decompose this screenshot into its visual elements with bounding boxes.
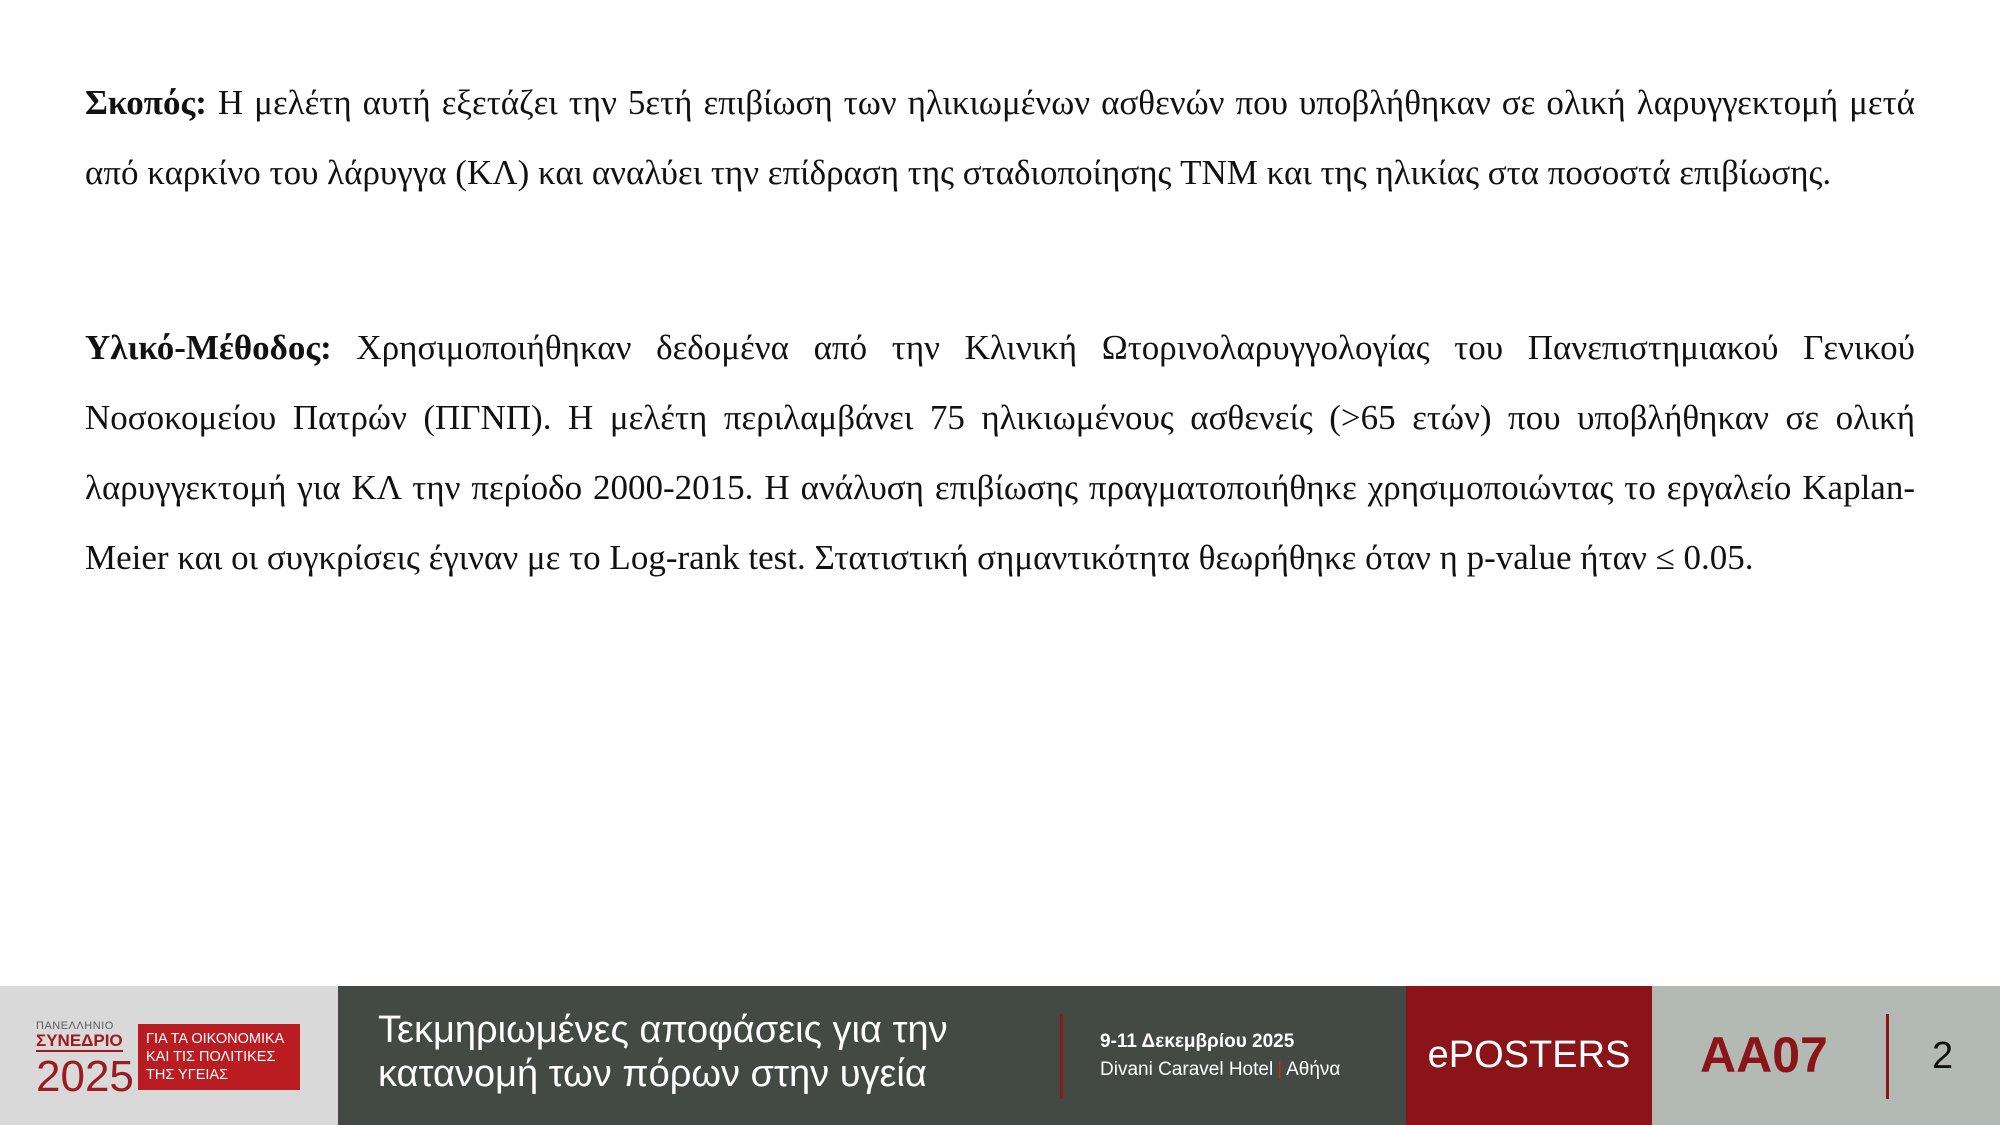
footer-banner [0, 986, 2000, 1125]
aim-text: Η μελέτη αυτή εξετάζει την 5ετή επιβίωση των ηλικιωμένων ασθενών που υποβλήθηκαν σε ολική λαρυγγεκτομή μετά από καρκίνο του λάρυγγα (ΚΛ) και αναλύει την επίδραση της σταδιοποίησης TNM και της ηλικίας στα ποσοστά επιβίωσης. [85, 83, 1915, 192]
logo-wordmark [36, 1020, 134, 1101]
poster-code: AA07 [1700, 1027, 1828, 1083]
logo-box-line3: ΤΗΣ ΥΓΕΙΑΣ [146, 1067, 229, 1083]
logo-line2: ΣΥΝΕΔΡΙΟ [36, 1031, 123, 1050]
eposters-label: ePOSTERS [1406, 986, 1652, 1125]
conference-title [378, 1008, 948, 1096]
conference-title-line2: κατανομή των πόρων στην υγεία [378, 1053, 927, 1095]
logo-line1: ΠΑΝΕΛΛΗΝΙΟ [36, 1020, 114, 1032]
methods-label: Υλικό-Μέθοδος: [85, 328, 332, 367]
event-venue [1100, 1059, 1340, 1081]
methods-text: Χρησιμοποιήθηκαν δεδομένα από την Κλινική Ωτορινολαρυγγολογίας του Πανεπιστημιακού Γενικού Νοσοκομείου Πατρών (ΠΓΝΠ). Η μελέτη περιλαμβάνει 75 ηλικιωμένους ασθενείς (>65 ετών) που υποβλήθηκαν σε ολική λαρυγγεκτομή για ΚΛ την περίοδο 2000-2015. Η ανάλυση επιβίωσης πραγματοποιήθηκε χρησιμοποιώντας το εργαλείο Kaplan-Meier και οι συγκρίσεις έγιναν με το Log-rank test. Στατιστική σημαντικότητα θεωρήθηκε όταν η p-value ήταν ≤ 0.05. [85, 328, 1915, 577]
logo-box-line1: ΓΙΑ ΤΑ ΟΙΚΟΝΟΜΙΚΑ [146, 1031, 285, 1047]
methods-paragraph [85, 313, 1915, 593]
event-date: 9-11 Δεκεμβρίου 2025 [1100, 1031, 1295, 1052]
code-divider [1886, 1014, 1889, 1099]
aim-label: Σκοπός: [85, 83, 207, 122]
logo-tagline-box [138, 1024, 300, 1090]
aim-paragraph [85, 68, 1915, 208]
venue-city: Αθήνα [1286, 1059, 1341, 1080]
conference-title-line1: Τεκμηριωμένες αποφάσεις για την [378, 1009, 948, 1051]
page-number: 2 [1932, 1035, 1954, 1077]
event-info-panel [1068, 986, 1406, 1125]
conference-title-panel [338, 986, 1068, 1125]
logo-year: 2025 [36, 1052, 134, 1101]
title-divider [1060, 1014, 1063, 1099]
abstract-content [85, 68, 1915, 593]
venue-separator: | [1277, 1059, 1283, 1080]
poster-code-panel [1652, 986, 2000, 1125]
logo-box-line2: ΚΑΙ ΤΙΣ ΠΟΛΙΤΙΚΕΣ [146, 1049, 276, 1065]
venue-name: Divani Caravel Hotel [1100, 1059, 1274, 1080]
conference-logo [0, 986, 338, 1125]
